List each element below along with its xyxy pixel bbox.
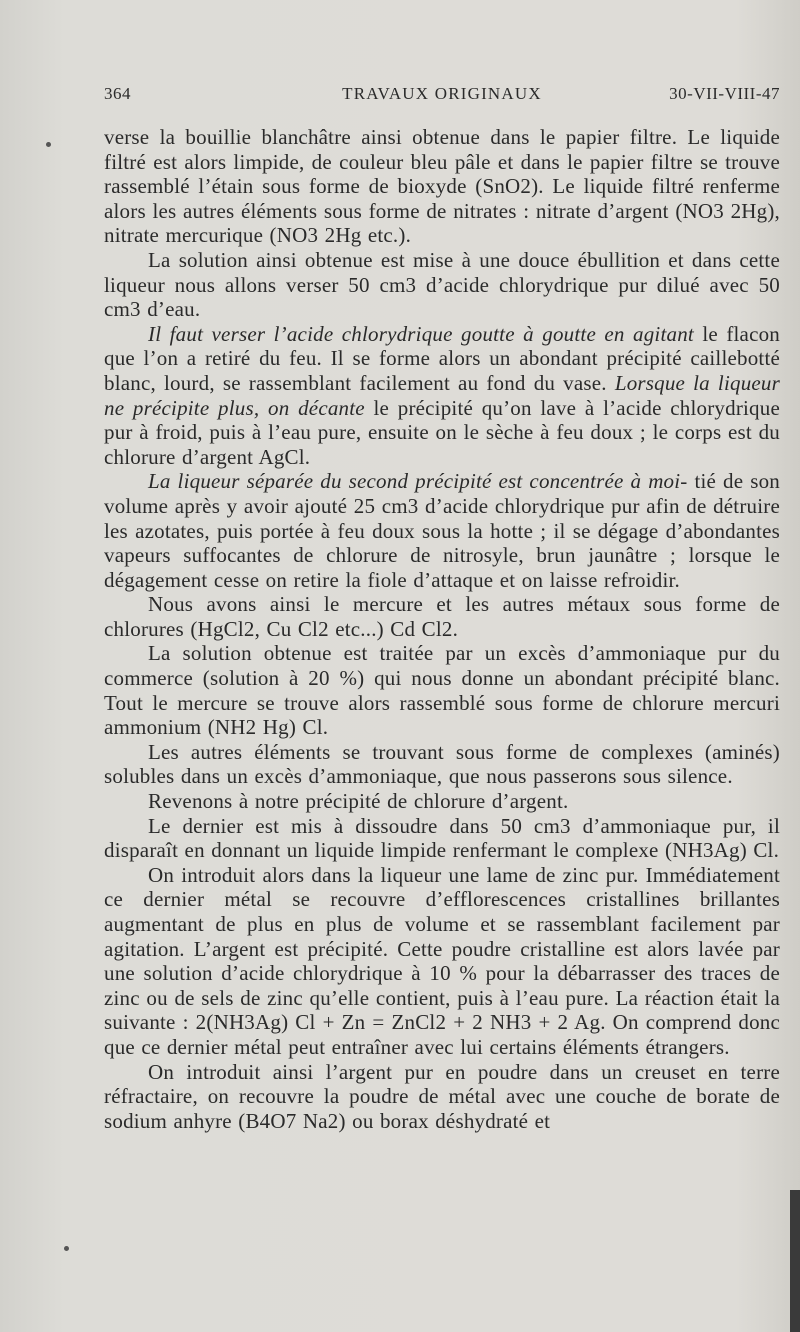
paragraph-text: tié de son volume après y avoir ajouté 25 cm3 d’acide chlorydrique pur afin de détruire les azotates, puis portée à feu doux sous la hotte ; il se dégage d’abondantes vapeurs suffocantes de chlorure de nitrosyle, brun jaunâtre ; lorsque le dégagement cesse on retire la fiole d’attaque et on laisse refroidir. (104, 469, 780, 592)
paragraph (104, 740, 780, 789)
margin-dot (64, 1246, 69, 1251)
paragraph (104, 641, 780, 739)
paragraph (104, 1060, 780, 1134)
running-header (104, 84, 780, 110)
section-title: TRAVAUX ORIGINAUX (342, 84, 542, 103)
paragraph (104, 814, 780, 863)
page-number: 364 (104, 84, 131, 103)
italic-text: La liqueur séparée du second précipité est concentrée à moi- (148, 469, 688, 494)
paragraph-text: On introduit alors dans la liqueur une lame de zinc pur. Immédiatement ce dernier métal se recouvre d’efflorescences cristallines brillantes augmentant de plus en plus de volume et se rassemblant facilement par agitation. L’argent est précipité. Cette poudre cristalline est alors lavée par une solution d’acide chlorydrique à 10 % pour la débarrasser des traces de zinc ou de sels de zinc qu’elle contient, puis à l’eau pure. La réaction était la suivante : 2(NH3Ag) Cl + Zn = ZnCl2 + 2 NH3 + 2 Ag. On comprend donc que ce dernier métal peut entraîner avec lui certains éléments étrangers. (104, 862, 780, 1059)
paragraph (104, 322, 780, 470)
paragraph (104, 863, 780, 1060)
paragraph-text: Nous avons ainsi le mercure et les autres métaux sous forme de chlorures (HgCl2, Cu Cl2 etc...) Cd Cl2. (104, 592, 780, 641)
paragraph-text: Les autres éléments se trouvant sous forme de complexes (aminés) solubles dans un excès d’ammoniaque, que nous passerons sous silence. (104, 739, 780, 789)
issue-date: 30-VII-VIII-47 (669, 84, 780, 103)
paragraph-text: La solution obtenue est traitée par un excès d’ammoniaque pur du commerce (solution à 20 %) qui nous donne un abondant précipité blanc. Tout le mercure se trouve alors rassemblé sous forme de chlorure mercuri ammonium (NH2 Hg) Cl. (104, 641, 780, 740)
page-edge-shadow (790, 1190, 800, 1332)
paragraph (104, 469, 780, 592)
paragraph-text: La solution ainsi obtenue est mise à une douce ébullition et dans cette liqueur nous allons verser 50 cm3 d’acide chlorydrique pur dilué avec 50 cm3 d’eau. (104, 247, 780, 322)
paragraph (104, 592, 780, 641)
paragraph (104, 125, 780, 248)
italic-text: Il faut verser l’acide chlorydrique goutte à goutte en agitant (148, 321, 694, 346)
paragraph-text: On introduit ainsi l’argent pur en poudre dans un creuset en terre réfractaire, on recouvre la poudre de métal avec une couche de borate de sodium anhyre (B4O7 Na2) ou borax déshydraté et (104, 1059, 780, 1133)
paragraph-text: Le dernier est mis à dissoudre dans 50 cm3 d’ammoniaque pur, il disparaît en donnant un liquide limpide renfermant le complexe (NH3Ag) Cl. (104, 813, 780, 863)
margin-dot (46, 142, 51, 147)
paragraph-text: verse la bouillie blanchâtre ainsi obtenue dans le papier filtre. Le liquide filtré est alors limpide, de couleur bleu pâle et dans le papier filtre se trouve rassemblé l’étain sous forme de bioxyde (SnO2). Le liquide filtré renferme alors les autres éléments sous forme de nitrates : nitrate d’argent (NO3 2Hg), nitrate mercurique (NO3 2Hg etc.). (104, 125, 780, 248)
paragraph (104, 789, 780, 814)
paragraph-text: le précipité qu’on lave à l’acide chlorydrique pur à froid, puis à l’eau pure, ensuite on le sèche à feu doux ; le corps est du chlorure d’argent AgCl. (104, 395, 780, 469)
paragraph-text: Revenons à notre précipité de chlorure d’argent. (148, 789, 569, 814)
paragraph (104, 248, 780, 322)
paragraph-text: le flacon que l’on a retiré du feu. Il se forme alors un abondant précipité caillebotté blanc, lourd, se rassemblant facilement au fond du vase. (104, 321, 780, 395)
article-body (104, 125, 780, 1133)
italic-text: Lorsque la liqueur ne précipite plus, on décante (104, 370, 780, 420)
